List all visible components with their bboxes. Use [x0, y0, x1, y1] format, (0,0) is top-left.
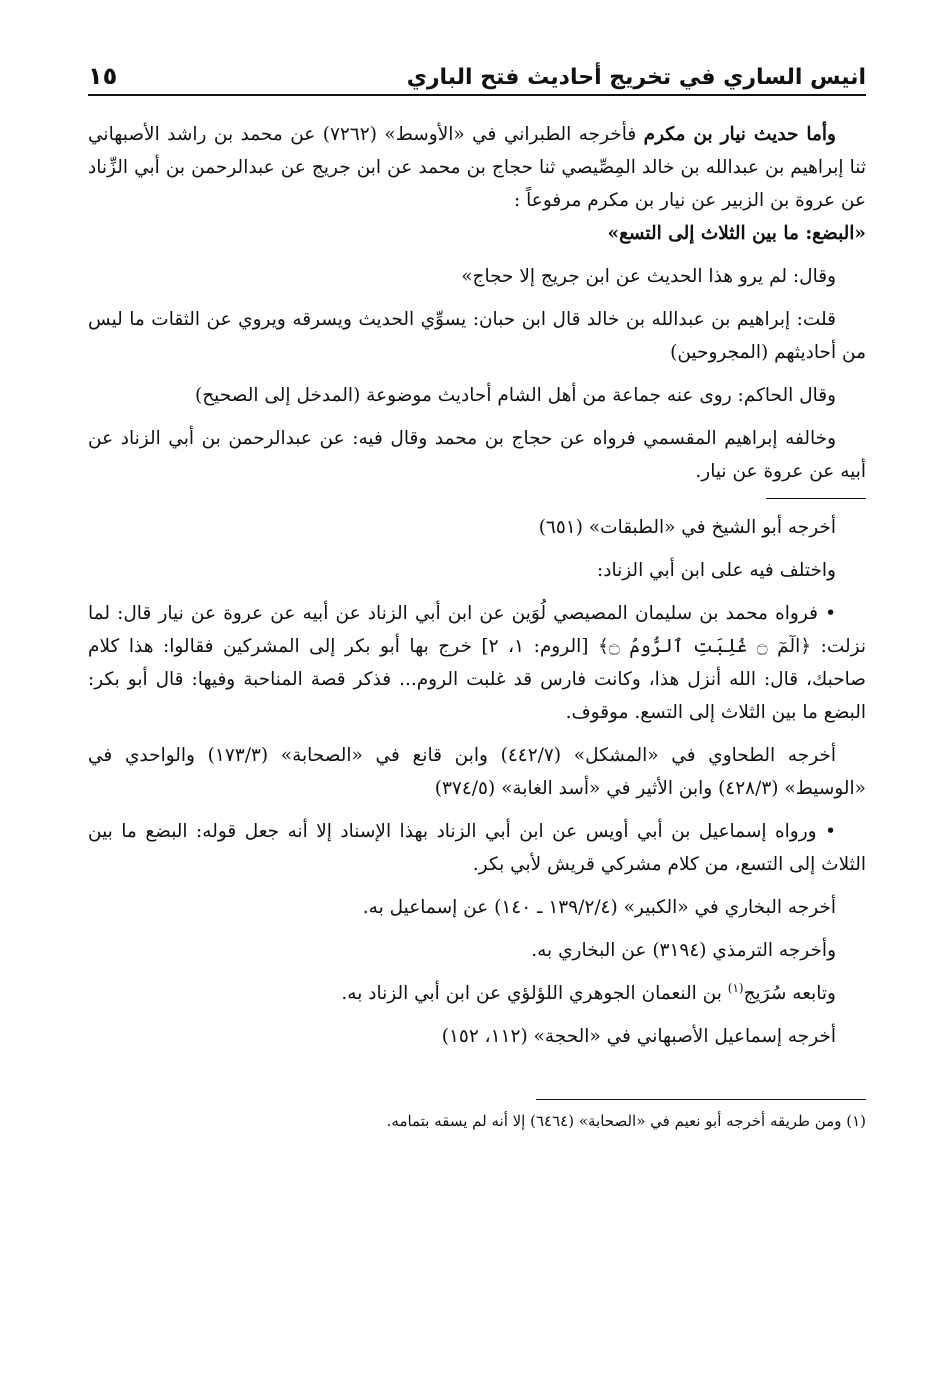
footnote-text: ومن طريقه أخرجه أبو نعيم في «الصحابة» (٦٤٦٤) إلا أنه لم يسقه بتمامه. — [386, 1112, 842, 1130]
paragraph-7: واختلف فيه على ابن أبي الزناد: — [596, 560, 836, 581]
paragraph-1 — [88, 118, 866, 250]
running-header — [88, 52, 866, 96]
paragraph-12: وأخرجه الترمذي (٣١٩٤) عن البخاري به. — [531, 940, 836, 961]
footnote-reference: (١) — [727, 980, 744, 995]
paragraph-13 — [88, 977, 866, 1010]
section-divider — [766, 498, 866, 499]
paragraph-2: وقال: لم يرو هذا الحديث عن ابن جريج إلا حجاج» — [461, 266, 836, 287]
page-number: ١٥ — [88, 62, 118, 90]
paragraph-6: أخرجه أبو الشيخ في «الطبقات» (٦٥١) — [538, 517, 836, 538]
paragraph-5: وخالفه إبراهيم المقسمي فرواه عن حجاج بن محمد وقال فيه: عن عبدالرحمن بن أبي الزناد عن أبيه عن عروة عن نيار. — [88, 428, 866, 482]
document-page — [88, 52, 866, 1134]
paragraph-9: أخرجه الطحاوي في «المشكل» (٤٤٢/٧) وابن قانع في «الصحابة» (١٧٣/٣) والواحدي في «الوسيط» (٤٢٨/٣) وابن الأثير في «أسد الغابة» (٣٧٤/٥) — [88, 745, 866, 799]
paragraph-text: بن النعمان الجوهري اللؤلؤي عن ابن أبي الزناد به. — [341, 983, 728, 1004]
footnotes — [88, 1099, 866, 1134]
footnote-1 — [88, 1108, 866, 1134]
hadith-text: «البضع: ما بين الثلاث إلى التسع» — [607, 223, 866, 244]
paragraph-3: قلت: إبراهيم بن عبدالله بن خالد قال ابن حبان: يسوِّي الحديث ويسرقه ويروي عن الثقات ما ليس من أحاديثهم (المجروحين) — [88, 309, 866, 363]
footnote-marker: (١) — [846, 1112, 866, 1130]
paragraph-text: فأخرجه الطبراني في «الأوسط» (٧٢٦٢) عن محمد بن راشد الأصبهاني ثنا إبراهيم بن عبدالله بن خالد المِصِّيصي ثنا حجاج بن محمد عن ابن جريج عن عبدالرحمن بن أبي الزِّناد عن عروة بن الزبير عن نيار بن مكرم مرفوعاً : — [88, 124, 866, 211]
paragraph-14: أخرجه إسماعيل الأصبهاني في «الحجة» (١١٢، ١٥٢) — [441, 1026, 836, 1047]
paragraph-lead: وأما حديث نيار بن مكرم — [643, 124, 836, 145]
page-body — [88, 118, 866, 1053]
paragraph-11: أخرجه البخاري في «الكبير» (١٣٩/٢/٤ ـ ١٤٠) عن إسماعيل به. — [362, 897, 836, 918]
paragraph-4: وقال الحاكم: روى عنه جماعة من أهل الشام أحاديث موضوعة (المدخل إلى الصحيح) — [194, 385, 836, 406]
footnote-divider — [536, 1099, 866, 1100]
paragraph-10: • ورواه إسماعيل بن أبي أويس عن ابن أبي الزناد بهذا الإسناد إلا أنه جعل قوله: البضع ما بين الثلاث إلى التسع، من كلام مشركي قريش لأبي بكر. — [88, 821, 866, 875]
paragraph-text: وتابعه سُرَيج — [743, 983, 836, 1004]
paragraph-8: • فرواه محمد بن سليمان المصيصي لُوَين عن ابن أبي الزناد عن أبيه عن عروة عن نيار قال: لما نزلت: ﴿الٓمٓ ۝ غُلِبَتِ ٱلرُّومُ ۝﴾ [الروم: ١، ٢] خرج بها أبو بكر إلى المشركين فقالوا: هذا كلام صاحبك، قال: الله أنزل هذا، وكانت فارس قد غلبت الروم... فذكر قصة المناحبة وفيها: قال أبو بكر: البضع ما بين الثلاث إلى التسع. موقوف. — [88, 603, 866, 723]
book-title: انيس الساري في تخريج أحاديث فتح الباري — [406, 65, 866, 90]
